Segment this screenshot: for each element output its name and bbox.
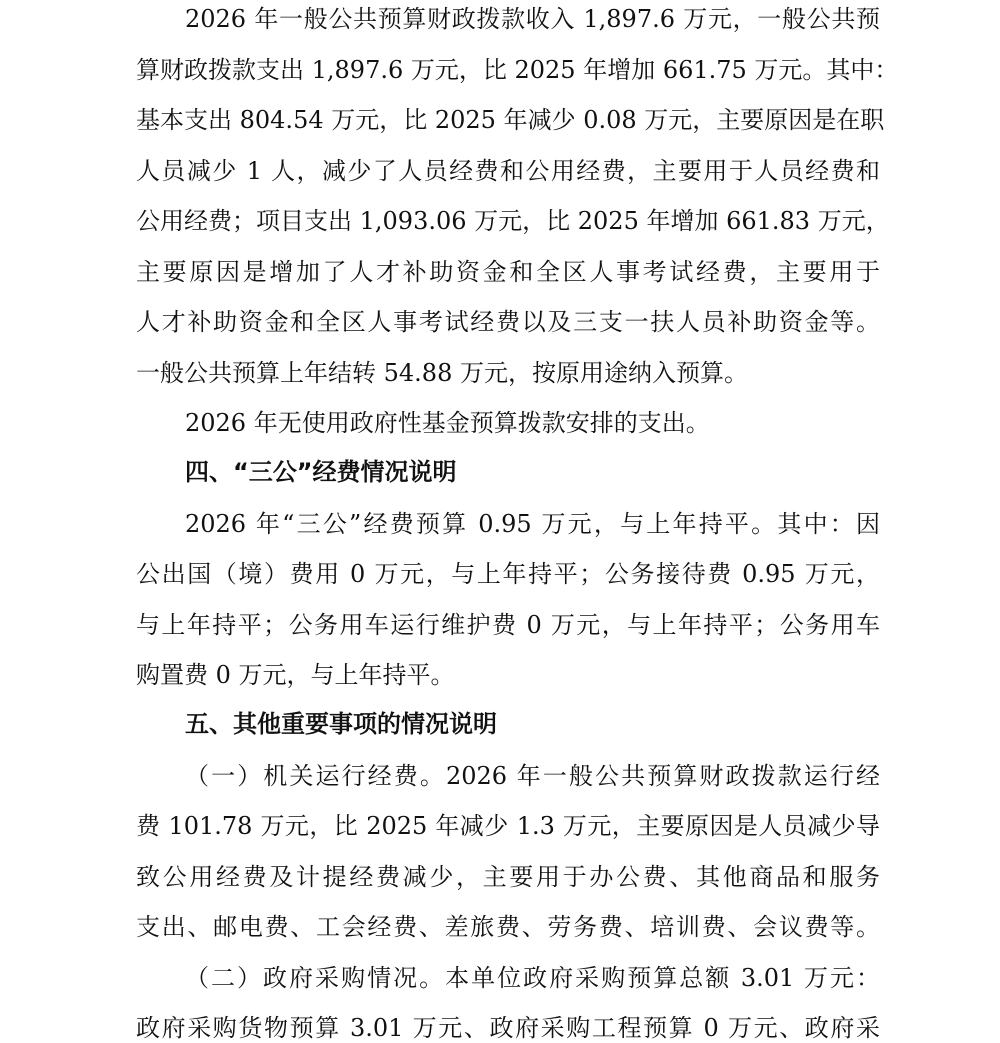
paragraph-line: 2026 年“三公”经费预算 0.95 万元，与上年持平。其中：因	[185, 510, 880, 538]
paragraph-line: 公出国（境）费用 0 万元，与上年持平；公务接待费 0.95 万元，	[136, 560, 880, 588]
paragraph-line: 算财政拨款支出 1,897.6 万元，比 2025 年增加 661.75 万元。其中：	[136, 56, 899, 84]
paragraph-line: 购置费 0 万元，与上年持平。	[136, 661, 455, 689]
paragraph-line: 主要原因是增加了人才补助资金和全区人事考试经费，主要用于	[136, 258, 880, 286]
section-heading: 四、“三公”经费情况说明	[185, 458, 457, 486]
paragraph-line: 致公用经费及计提经费减少，主要用于办公费、其他商品和服务	[136, 863, 880, 891]
paragraph-line: 一般公共预算上年结转 54.88 万元，按原用途纳入预算。	[136, 359, 748, 387]
paragraph-line: （一）机关运行经费。2026 年一般公共预算财政拨款运行经	[185, 762, 880, 790]
paragraph-line: 2026 年无使用政府性基金预算拨款安排的支出。	[185, 409, 710, 437]
paragraph-line: 人才补助资金和全区人事考试经费以及三支一扶人员补助资金等。	[136, 308, 880, 336]
paragraph-line: 支出、邮电费、工会经费、差旅费、劳务费、培训费、会议费等。	[136, 913, 880, 941]
paragraph-line: 人员减少 1 人，减少了人员经费和公用经费，主要用于人员经费和	[136, 157, 880, 185]
paragraph-line: 公用经费；项目支出 1,093.06 万元，比 2025 年增加 661.83 万元，	[136, 207, 890, 235]
paragraph-line: 2026 年一般公共预算财政拨款收入 1,897.6 万元，一般公共预	[185, 5, 880, 33]
paragraph-line: （二）政府采购情况。本单位政府采购预算总额 3.01 万元：	[185, 964, 880, 992]
paragraph-line: 基本支出 804.54 万元，比 2025 年减少 0.08 万元，主要原因是在职	[136, 106, 885, 134]
section-heading: 五、其他重要事项的情况说明	[185, 710, 497, 738]
paragraph-line: 费 101.78 万元，比 2025 年减少 1.3 万元，主要原因是人员减少导	[136, 812, 880, 840]
paragraph-line: 政府采购货物预算 3.01 万元、政府采购工程预算 0 万元、政府采	[136, 1014, 880, 1042]
paragraph-line: 与上年持平；公务用车运行维护费 0 万元，与上年持平；公务用车	[136, 611, 880, 639]
